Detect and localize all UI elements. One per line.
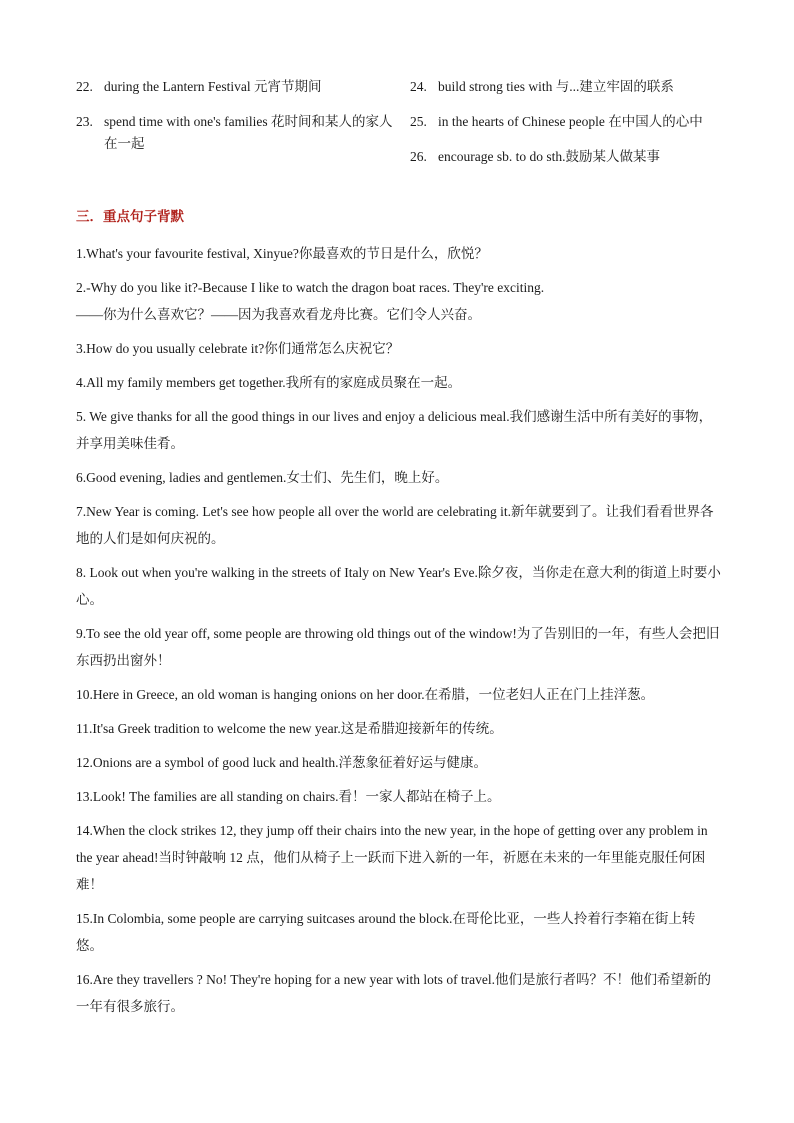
phrase-item: [410, 111, 730, 133]
phrase-list-left: [76, 76, 396, 168]
phrase-number: 24.: [410, 79, 427, 94]
sentence-item: 5. We give thanks for all the good things in our lives and enjoy a delicious meal.我们感谢生活中所有美好的事物，并享用美味佳肴。: [76, 409, 713, 451]
sentence-item: 12.Onions are a symbol of good luck and health.洋葱象征着好运与健康。: [76, 755, 487, 770]
sentence-item: 2.-Why do you like it?-Because I like to watch the dragon boat races. They're exciting.: [76, 280, 545, 295]
sentence-item: 16.Are they travellers ? No! They're hoping for a new year with lots of travel.他们是旅行者吗？不！他们希望新的一年有很多旅行。: [76, 972, 712, 1014]
sentence-item: ——你为什么喜欢它？——因为我喜欢看龙舟比赛。它们令人兴奋。: [76, 307, 481, 322]
phrase-text: during the Lantern Festival 元宵节期间: [104, 79, 322, 94]
phrase-number: 22.: [76, 79, 93, 94]
sentence-item: 1.What's your favourite festival, Xinyue?你最喜欢的节日是什么，欣悦？: [76, 246, 488, 261]
sentence-item: 15.In Colombia, some people are carrying suitcases around the block.在哥伦比亚，一些人拎着行李箱在街上转悠。: [76, 911, 696, 953]
sentence-item: 7.New Year is coming. Let's see how people all over the world are celebrating it.新年就要到了。让我们看看世界各地的人们是如何庆祝的。: [76, 504, 714, 546]
sentence-item: 6.Good evening, ladies and gentlemen.女士们、先生们，晚上好。: [76, 470, 449, 485]
sentence-item: 3.How do you usually celebrate it?你们通常怎么庆祝它？: [76, 341, 400, 356]
phrase-number: 25.: [410, 114, 427, 129]
sentence-item: 11.It'sa Greek tradition to welcome the new year.这是希腊迎接新年的传统。: [76, 721, 503, 736]
sentence-list: [76, 240, 721, 1027]
section-heading: 三．重点句子背默: [76, 209, 184, 225]
phrase-text: build strong ties with 与...建立牢固的联系: [438, 79, 674, 94]
phrase-text: encourage sb. to do sth.鼓励某人做某事: [438, 149, 660, 164]
phrase-text: in the hearts of Chinese people 在中国人的心中: [438, 114, 703, 129]
phrase-list-right: [410, 76, 730, 181]
sentence-item: 8. Look out when you're walking in the streets of Italy on New Year's Eve.除夕夜，当你走在意大利的街道上时要小心。: [76, 565, 721, 607]
sentence-item: 13.Look! The families are all standing on chairs.看！一家人都站在椅子上。: [76, 789, 501, 804]
phrase-item: [76, 76, 396, 98]
phrase-item: [410, 146, 730, 168]
sentence-item: 10.Here in Greece, an old woman is hanging onions on her door.在希腊，一位老妇人正在门上挂洋葱。: [76, 687, 655, 702]
sentence-item: 9.To see the old year off, some people are throwing old things out of the window!为了告别旧的一年，有些人会把旧东西扔出窗外！: [76, 626, 720, 668]
phrase-item: [410, 76, 730, 98]
phrase-text: spend time with one's families 花时间和某人的家人在一起: [104, 114, 393, 151]
phrase-item: [76, 111, 396, 155]
sentence-item: 14.When the clock strikes 12, they jump off their chairs into the new year, in the hope of getting over any problem in the year ahead!当时钟敲响 12 点，他们从椅子上一跃而下进入新的一年，祈愿在未来的一年里能克服任何困难！: [76, 823, 708, 892]
phrase-number: 23.: [76, 114, 93, 129]
sentence-item: 4.All my family members get together.我所有的家庭成员聚在一起。: [76, 375, 462, 390]
phrase-number: 26.: [410, 149, 427, 164]
